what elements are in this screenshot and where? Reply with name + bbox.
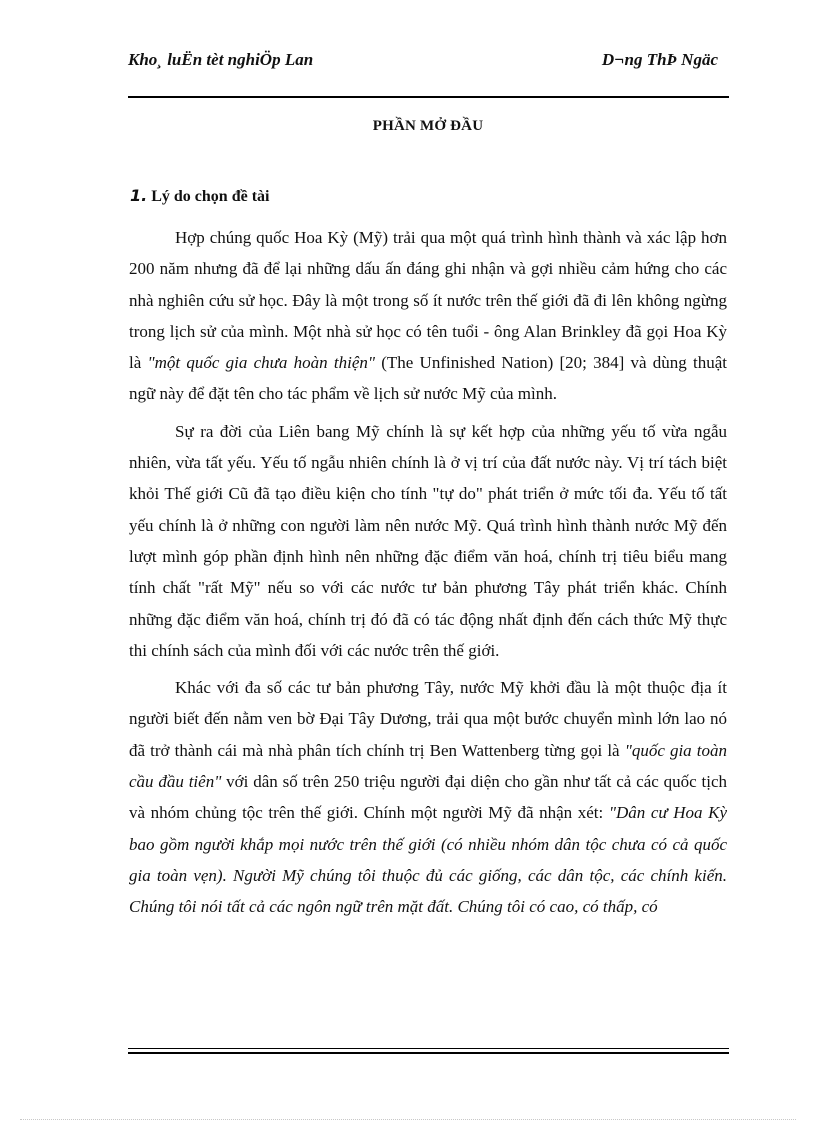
paragraph-1-text-end: (The Unfinished Nation) [20; 384] và dùng thuật ngữ này để đặt tên cho tác phẩm về lịch sử nước Mỹ của mình. [129, 353, 727, 404]
footer-rule-thin [128, 1048, 729, 1049]
section-number: 1. [130, 186, 148, 205]
section-heading [130, 186, 269, 206]
paragraph-3-quote-2: "Dân cư Hoa Kỳ bao gồm người khắp mọi nước trên thế giới (có nhiều nhóm dân tộc chưa có cả quốc gia toàn vẹn). Người Mỹ chúng tôi thuộc đủ các giống, các dân tộc, các chính kiến. Chúng tôi nói tất cả các ngôn ngữ trên mặt đất. Chúng tôi có cao, có thấp, có [129, 803, 727, 917]
footer-rule-thick [128, 1052, 729, 1054]
paragraph-3-quote-1: "quốc gia toàn cầu đầu tiên" [129, 740, 727, 792]
paragraph-1-text: Hợp chúng quốc Hoa Kỳ (Mỹ) trải qua một quá trình hình thành và xác lập hơn 200 năm nhưng đã để lại những dấu ấn đáng ghi nhận và gợi nhiều cảm hứng cho các nhà nghiên cứu sử học. Đây là một trong số ít nước trên thế giới đã đi lên không ngừng trong lịch sử của mình. Một nhà sử học có tên tuổi - ông Alan Brinkley đã gọi Hoa Kỳ là [129, 228, 727, 373]
header-rule [128, 96, 729, 98]
paragraph-1-quote: "một quốc gia chưa hoàn thiện" [147, 353, 375, 373]
paragraph-2: Sự ra đời của Liên bang Mỹ chính là sự kết hợp của những yếu tố vừa ngẫu nhiên, vừa tất yếu. Yếu tố ngẫu nhiên chính là ở vị trí của đất nước này. Vị trí tách biệt khỏi Thế giới Cũ đã tạo điều kiện cho tính "tự do" phát triển ở mức tối đa. Yếu tố tất yếu chính là ở những con người làm nên nước Mỹ. Quá trình hình thành nước Mỹ đến lượt mình góp phần định hình nên những đặc điểm văn hoá, chính trị tiêu biểu mang tính chất "rất Mỹ" nếu so với các nước tư bản phương Tây phát triển khác. Chính những đặc điểm văn hoá, chính trị đó đã có tác động nhất định đến cách thức Mỹ thực thi chính sách của mình đối với các nước trên thế giới. [129, 421, 727, 660]
page-header [128, 48, 728, 94]
header-thesis-label: Kho¸ luËn tèt nghiÖp Lan [128, 50, 314, 69]
page-title: PHẦN MỞ ĐẦU [372, 118, 484, 134]
header-author-name: D¬ng ThÞ Ngäc [601, 50, 718, 69]
paragraph-3-text-mid: với dân số trên 250 triệu người đại diện cho gần như tất cả các quốc tịch và nhóm chủng tộc trên thế giới. Chính một người Mỹ đã nhận xét: [129, 772, 727, 823]
paragraph-1 [129, 222, 727, 410]
paragraph-3 [129, 672, 727, 922]
body-text [129, 222, 727, 929]
page-edge-dotted-line [20, 1119, 796, 1120]
section-heading-text: Lý do chọn đề tài [151, 188, 270, 205]
paragraph-3-text: Khác với đa số các tư bản phương Tây, nước Mỹ khởi đầu là một thuộc địa ít người biết đến nằm ven bờ Đại Tây Dương, trải qua một bước chuyển mình lớn lao nó đã trở thành cái mà nhà phân tích chính trị Ben Wattenberg từng gọi là [129, 678, 727, 760]
